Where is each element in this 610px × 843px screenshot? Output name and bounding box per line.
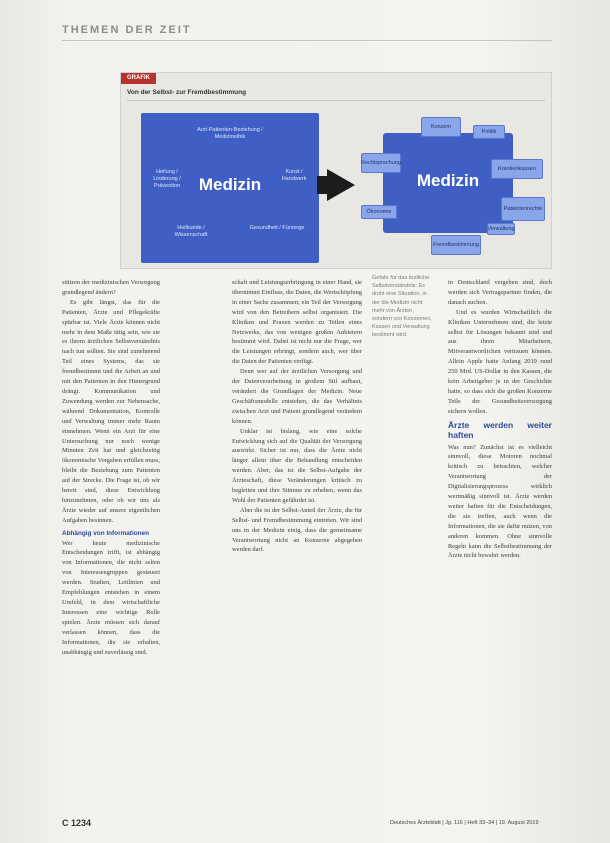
satellite-5: Ökonomie: [361, 205, 397, 219]
column-1: [62, 278, 160, 657]
satellite-3: Rechtsprechung: [361, 153, 401, 173]
col4-paragraph-3: Was nun? Zunächst ist es vielleicht sinnvoll, diese Motoren nochmal kritisch zu betrachten, welcher Verantwortung der Digitalisierungsprozess wirklich wertmäßig sinnvoll ist. Ärzte werden weiter haften für die Entscheidungen, die sie treffen, auch wenn die Informationen, die sie dafür nutzen, von anderen kommen. Ohne sinnvolle Regeln kann die Selbstbestimmung der Ärzte nicht bewahrt werden.: [448, 443, 552, 560]
satellite-7: Fremdbestimmung: [431, 235, 481, 255]
right-center-label: Medizin: [416, 171, 480, 190]
left-node-top: Arzt-Patienten-Beziehung / Medizinethik: [197, 127, 263, 140]
left-node-bottom-left: Heilkunde / Wissenschaft: [174, 225, 208, 238]
left-node-bottom-right: Gesundheit / Fürsorge: [249, 225, 305, 231]
figure-label: GRAFIK: [121, 73, 156, 84]
left-panel: [141, 113, 319, 263]
col4-subheading: Ärzte werden weiter haften: [448, 419, 552, 440]
col1-paragraph-3: Wer heute medizinische Entscheidungen trifft, ist abhängig von Informationen, die nicht selten von Interessengruppen gesteuert werden. Studien, Leitlinien und Empfehlungen entstehen in einem Umfeld, in dem wirtschaftliche Interessen eine wichtige Rolle spielen. Ärzte müssen sich darauf verlassen können, dass die Informationen, die sie erhalten, unabhängig und zuverlässig sind.: [62, 539, 160, 656]
col4-paragraph-1: in Deutschland vergeben sind, doch werden sich Vertragspartner finden, die danach suchen.: [448, 279, 552, 306]
left-center-label: Medizin: [198, 175, 262, 194]
col4-paragraph-2: Und es wurden Wirtschaftlich die Kliniken Unternehmen sind, die letzte selbst für Lösungen bekannt sind und aus ihren Mitarbeitern, Mitverantwortlichen vertrauen können. Allein Apple hatte Anfang 2019 rund 250 Mrd. US-Dollar in den Kassen, die kein Arbeitgeber je in der Geschichte hatte, so dass sich die großen Konzerne Teile der Gesundheitsversorgung sichern wollen.: [448, 308, 552, 415]
section-heading: THEMEN DER ZEIT: [62, 24, 192, 36]
col1-paragraph-2: Es gibt längst, das für die Patienten, Ärzte und Pflegekräfte spürbar ist. Viele Ärzte können nicht mehr in dem Maße tätig sein, wie sie es ihrem ärztlichen Selbstverständnis nach tun sollten. Sie sind zunehmend Teil eines Systems, das sie fremdbestimmt und die Arbeit an und mit den Patienten in den Hintergrund drängt. Kommunikation und Zuwendung werden zur Nebensache, während Dokumentation, Kontrolle und Verwaltung immer mehr Raum einnehmen. Wenn ein Arzt für eine Untersuchung nur noch wenige Minuten Zeit hat und gleichzeitig ökonomische Vorgaben erfüllen muss, bleibt die Beziehung zum Patienten auf der Strecke. Die Frage ist, ob wir bereit sind, diese Entwicklung hinzunehmen, oder ob wir uns als Ärzte wieder auf unsere eigentlichen Aufgaben besinnen.: [62, 298, 160, 524]
col1-subheading: Abhängig von Informationen: [62, 529, 149, 537]
satellite-2: Politik: [473, 125, 505, 139]
satellite-1: Konzern: [421, 117, 461, 137]
arrow-right-icon: [327, 169, 355, 201]
col2-paragraph-1: schaft und Leistungserbringung in einer Hand, sie übernimmt Einfluss, die Daten, die Wertschöpfung in einer Sache zusammen; ein Teil der Versorgung wird von den Betreibern selbst organisiert. Die Kliniken und Praxen werden zu Teilen eines Netzwerks, das von wenigen großen Anbietern bestimmt wird. Dabei ist nicht nur die Frage, wer die Leistungen erbringt, sondern auch, wer über die Daten der Patienten verfügt.: [232, 279, 362, 366]
column-2: [232, 278, 362, 555]
journal-reference: Deutsches Ärzteblatt | Jg. 116 | Heft 33–34 | 19. August 2019: [390, 820, 539, 826]
sidebar-note: Gefahr für das ärztliche Selbstverständnis: Es droht eine Situation, in der die Medizin nicht mehr von Ärzten, sondern von Konzernen, Kassen und Verwaltung bestimmt wird.: [372, 275, 432, 339]
col2-paragraph-2: Denn wer auf der ärztlichen Versorgung und der Datenverarbeitung in großem Stil aufbaut, verändert die Grundlagen der Medizin. Neue Geschäftsmodelle entstehen, die das Verhältnis zwischen Arzt und Patient grundlegend verändern können.: [232, 368, 362, 425]
figure: [120, 72, 552, 269]
col2-paragraph-3: Unklar ist bislang, wie eine solche Entwicklung sich auf die Qualität der Versorgung auswirkt. Sicher ist nur, dass die Ärzte nicht länger allein über die Behandlung entscheiden werden. Aber, das ist die Selbst-Aufgabe der Ärzteschaft, diese Veränderungen kritisch zu begleiten und ihre Stimme zu erheben, wenn das Wohl der Patienten gefährdet ist.: [232, 427, 362, 504]
left-node-left: Heilung / Linderung / Prävention: [153, 169, 181, 189]
col1-paragraph-1: stützen der medizinischen Versorgung grundlegend ändern?: [62, 279, 160, 296]
satellite-6: Patientenrechte: [501, 197, 545, 221]
page-number: C 1234: [62, 818, 92, 828]
satellite-8: Verwaltung: [487, 223, 515, 235]
figure-title: Von der Selbst- zur Fremdbestimmung: [127, 89, 247, 96]
figure-rule: [127, 100, 545, 101]
column-4: [448, 278, 552, 561]
col2-paragraph-4: Aber die ist der Selbst-Anteil der Ärzte, die für Selbst- und Fremdbestimmung eintreten. Wir sind uns in der Medizin einig, dass die gemeinsame Verantwortung nicht an Konzerne abgegeben werden darf.: [232, 506, 362, 554]
satellite-4: Krankenkassen: [491, 159, 543, 179]
left-node-right: Kunst / Handwerk: [281, 169, 307, 182]
header-rule: [62, 40, 552, 41]
